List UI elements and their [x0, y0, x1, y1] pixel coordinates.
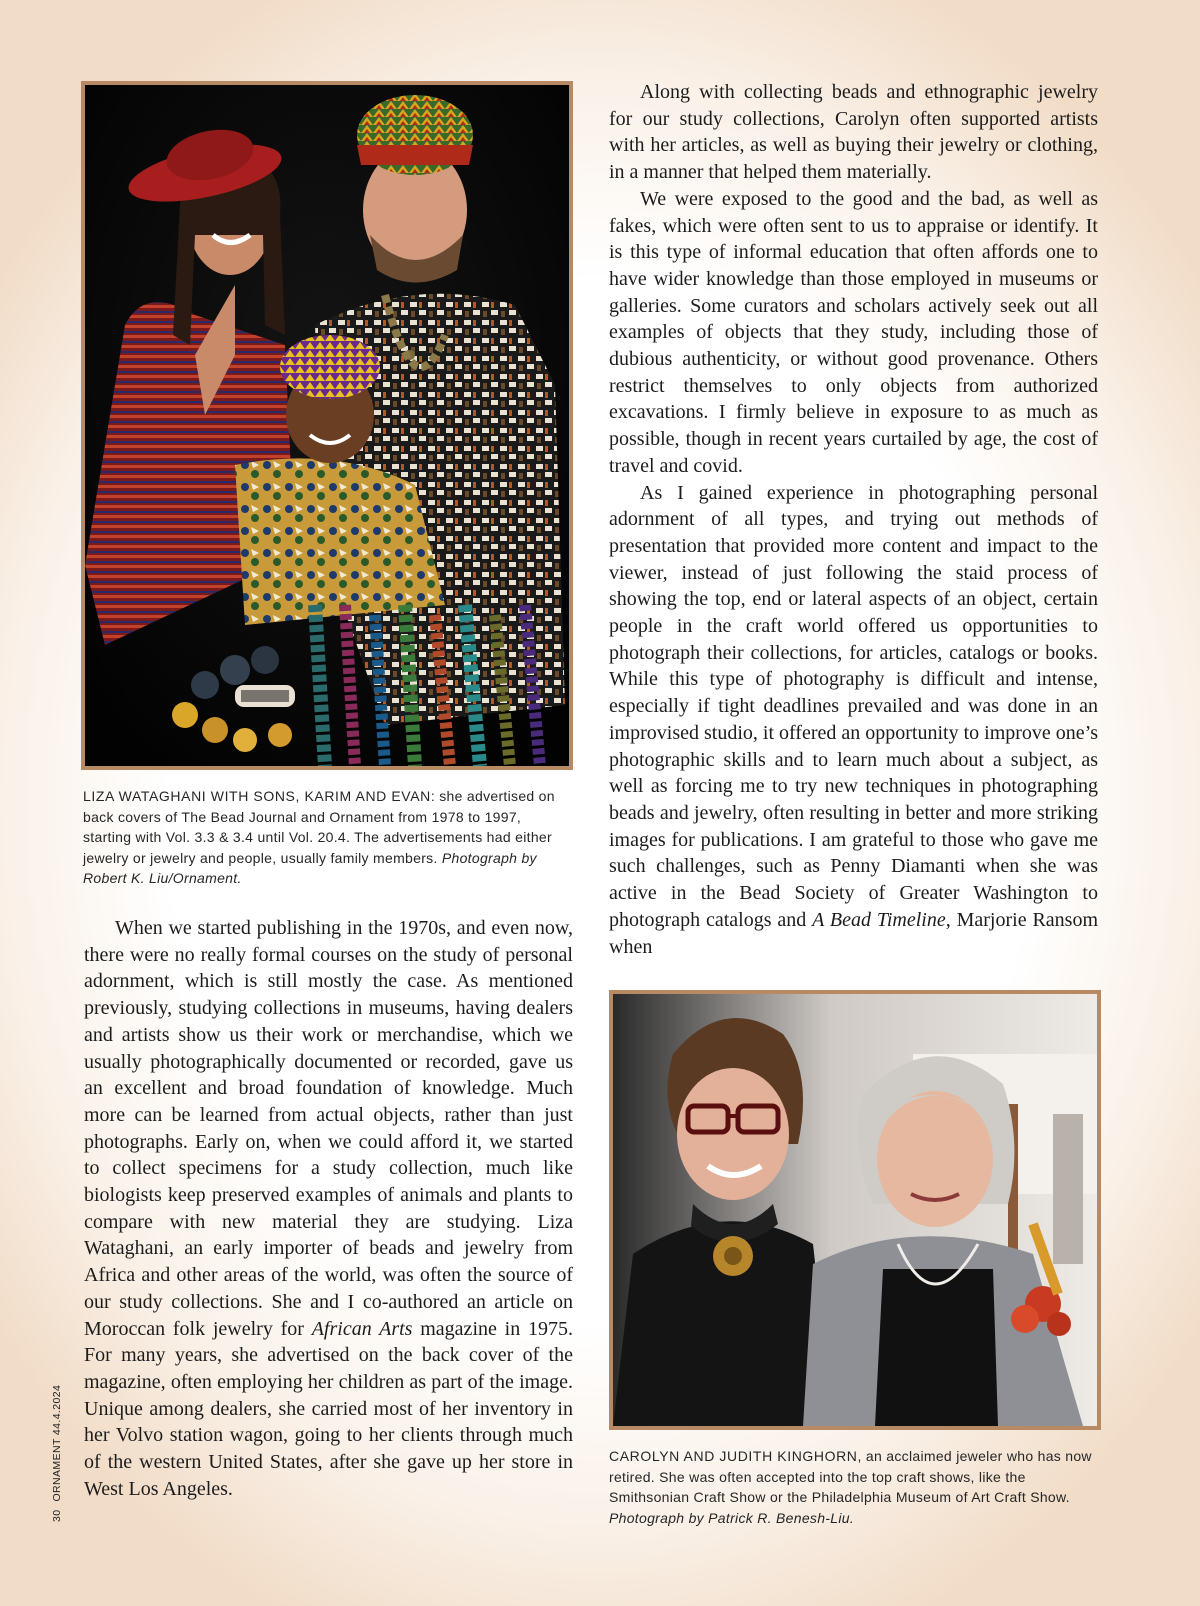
page-number: 30	[51, 1509, 63, 1522]
paragraph	[84, 915, 573, 1502]
magazine-title: African Arts	[311, 1317, 413, 1340]
photo-credit: Photograph by Patrick R. Benesh-Liu.	[609, 1509, 855, 1526]
paragraph-text: magazine in 1975. For many years, she advertised on the back cover of the magazine, often employing her children as part of the image. Unique among dealers, she carried most of her inventory in her Volvo station wagon, going to her clients through much of the western United States, after she gave up her store in West Los Angeles.	[84, 1317, 573, 1500]
article-column-right	[609, 79, 1098, 960]
caption-lead: LIZA WATAGHANI WITH SONS, KARIM AND EVAN	[83, 788, 431, 804]
paragraph-text: As I gained experience in photographing personal adornment of all types, and trying out methods of presentation that provided more content and impact to the viewer, instead of just following the staid process of showing the top, end or lateral aspects of an object, certain people in the craft world offered us opportunities to photograph their collections, for articles, catalogs or books. While this type of photography is difficult and intense, especially if tight deadlines prevailed and was done in an improvised studio, it offered an opportunity to improve one’s photographic skills and to learn much about a subject, as well as forcing me to try new techniques in photographing beads and jewelry, often resulting in better and more striking images for publications. I am grateful to those who gave me such challenges, such as Penny Diamanti when she was active in the Bead Society of Greater Washington to photograph catalogs and	[609, 481, 1099, 931]
caption-lead: CAROLYN AND JUDITH KINGHORN	[609, 1448, 858, 1464]
paragraph-text: , Marjorie Ransom when	[609, 908, 1098, 958]
book-title: A Bead Timeline	[812, 908, 946, 931]
caption-text: : she advertised on back covers of The Bead Journal and Ornament from 1978 to 1997, starting with Vol. 3.3 & 3.4 until Vol. 20.4. The advertisements had either jewelry or jewelry and people, usually family members.	[83, 788, 555, 866]
paragraph: We were exposed to the good and the bad, as well as fakes, which were often sent to us to appraise or identify. It is this type of informal education that often affords one to have wider knowledge than those employed in museums or galleries. Some curators and scholars actively seek out all examples of objects that they study, including those of dubious authenticity, or without good provenance. Others restrict themselves to only objects from authorized excavations. I firmly believe in exposure to as much as possible, though in recent years curtailed by age, the cost of travel and covid.	[609, 187, 1098, 477]
paragraph: Along with collecting beads and ethnographic jewelry for our study collections, Carolyn often supported artists with her articles, as well as buying their jewelry or clothing, in a manner that helped them materially.	[609, 81, 1098, 184]
article-column-left	[84, 915, 573, 1502]
two-women-illustration	[613, 994, 1097, 1426]
carolyn-judith-photo	[609, 990, 1101, 1430]
caption-text: , an acclaimed jeweler who has now retired. She was often accepted into the top craft shows, like the Smithsonian Craft Show or the Philadelphia Museum of Art Craft Show.	[609, 1448, 1092, 1505]
family-portrait-illustration	[85, 85, 569, 766]
figure-caption-1	[83, 786, 573, 889]
paragraph	[609, 480, 1098, 961]
paragraph-text: When we started publishing in the 1970s, and even now, there were no really formal courses on the study of personal adornment, which is still mostly the case. As mentioned previously, studying collections in museums, having dealers and artists show us their work or merchandise, which we usually photographically documented or recorded, gave us an excellent and broad foundation of knowledge. Much more can be learned from actual objects, rather than just photographs. Early on, when we could afford it, we started to collect specimens for a study collection, much like biologists keep preserved examples of animals and plants to compare with new material they are studying. Liza Wataghani, an early importer of beads and jewelry from Africa and other areas of the world, was often the source of our study collections. She and I co-authored an article on Moroccan folk jewelry for	[84, 917, 573, 1340]
publication-issue: ORNAMENT 44.4.2024	[51, 1384, 63, 1502]
family-portrait-photo	[81, 81, 573, 770]
page-folio	[51, 1377, 63, 1522]
photo-credit: Photograph by Robert K. Liu/Ornament.	[83, 849, 537, 886]
figure-caption-2	[609, 1446, 1101, 1528]
